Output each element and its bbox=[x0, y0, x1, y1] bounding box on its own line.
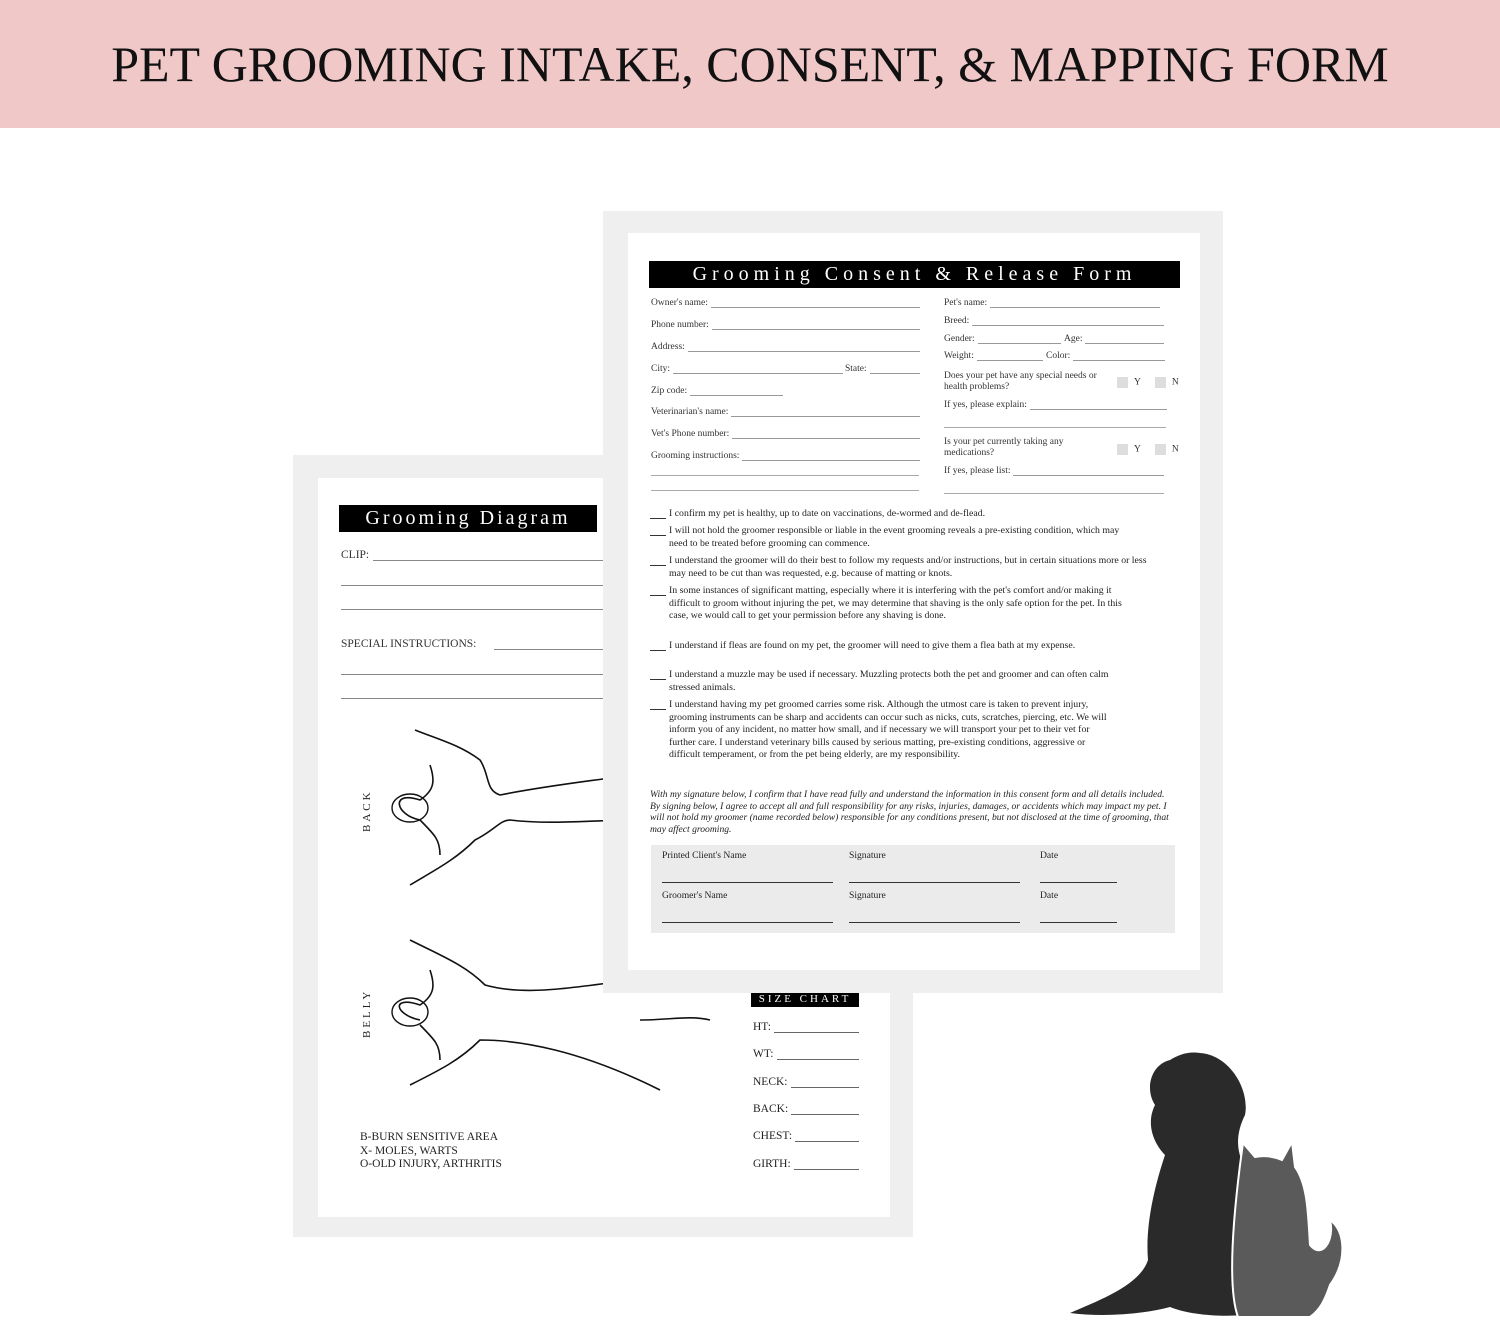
special-needs-yn bbox=[1117, 377, 1179, 388]
field-state[interactable] bbox=[845, 364, 920, 374]
size-row bbox=[753, 1130, 859, 1142]
clause-text: I confirm my pet is healthy, up to date on vaccinations, de-wormed and de-flead. bbox=[669, 508, 986, 519]
size-label: WT: bbox=[753, 1048, 774, 1060]
field-label: If yes, please explain: bbox=[944, 400, 1027, 410]
initial-blank[interactable] bbox=[650, 535, 666, 536]
field-weight[interactable] bbox=[944, 351, 1043, 361]
size-row bbox=[753, 1103, 859, 1115]
clause-text: I will not hold the groomer responsible or liable in the event grooming reveals a pre-existing condition, which may need to be treated before grooming can commence. bbox=[669, 525, 1120, 549]
field-line bbox=[673, 366, 843, 374]
initial-blank[interactable] bbox=[650, 679, 666, 680]
consent-clause bbox=[650, 508, 1150, 521]
legend-item: X- MOLES, WARTS bbox=[360, 1144, 458, 1157]
special-needs-no-checkbox[interactable] bbox=[1155, 377, 1166, 388]
field-label: If yes, please list: bbox=[944, 466, 1011, 476]
clause-text: I understand a muzzle may be used if necessary. Muzzling protects both the pet and groomer and can often calm stressed animals. bbox=[669, 669, 1109, 693]
special-needs-question: Does your pet have any special needs or health problems? bbox=[944, 371, 1097, 392]
groomer-name-line[interactable] bbox=[662, 922, 833, 923]
initial-blank[interactable] bbox=[650, 595, 666, 596]
dog-back-diagram bbox=[380, 720, 640, 900]
field-line bbox=[1013, 468, 1164, 476]
size-row bbox=[753, 1021, 859, 1033]
size-line bbox=[774, 1024, 859, 1033]
medications-no-checkbox[interactable] bbox=[1155, 444, 1166, 455]
field-gender[interactable] bbox=[944, 334, 1061, 344]
field-line bbox=[732, 431, 920, 439]
field-label: Color: bbox=[1046, 351, 1071, 361]
field-label: Owner's name: bbox=[651, 298, 708, 308]
consent-clause bbox=[650, 640, 1090, 653]
field-color[interactable] bbox=[1046, 351, 1165, 361]
consent-clause bbox=[650, 555, 1150, 580]
field-line bbox=[978, 336, 1061, 344]
special-needs-yes-checkbox[interactable] bbox=[1117, 377, 1128, 388]
clip-label: CLIP: bbox=[341, 549, 370, 561]
medications-question: Is your pet currently taking any medications? bbox=[944, 437, 1064, 458]
field-label: Gender: bbox=[944, 334, 975, 344]
field-line bbox=[990, 300, 1160, 308]
consent-clause bbox=[650, 585, 1128, 623]
explain-line[interactable] bbox=[944, 427, 1166, 428]
consent-clause bbox=[650, 669, 1115, 694]
field-label: Pet's name: bbox=[944, 298, 988, 308]
field-label: Weight: bbox=[944, 351, 974, 361]
field-label: Address: bbox=[651, 342, 685, 352]
size-label: GIRTH: bbox=[753, 1158, 791, 1170]
field-zip[interactable] bbox=[651, 386, 783, 396]
field-line bbox=[690, 388, 783, 396]
signature-block bbox=[651, 845, 1175, 933]
field-label: Vet's Phone number: bbox=[651, 429, 730, 439]
field-line bbox=[1030, 402, 1167, 410]
field-label: Age: bbox=[1064, 334, 1083, 344]
field-breed[interactable] bbox=[944, 316, 1164, 326]
belly-label: BELLY bbox=[361, 988, 373, 1038]
field-label: City: bbox=[651, 364, 671, 374]
size-line bbox=[795, 1133, 859, 1142]
field-line bbox=[1073, 353, 1165, 361]
size-line bbox=[794, 1161, 859, 1170]
back-label: BACK bbox=[361, 789, 373, 832]
field-phone[interactable] bbox=[651, 320, 920, 330]
field-pet-name[interactable] bbox=[944, 298, 1160, 308]
yes-label: Y bbox=[1134, 377, 1141, 388]
clip-line bbox=[373, 560, 633, 561]
field-vet-name[interactable] bbox=[651, 407, 920, 417]
banner-title: PET GROOMING INTAKE, CONSENT, & MAPPING FORM bbox=[111, 36, 1389, 92]
client-date-line[interactable] bbox=[1040, 882, 1117, 883]
clip-line bbox=[341, 609, 631, 610]
diagram-title: Grooming Diagram bbox=[339, 505, 597, 532]
field-explain[interactable] bbox=[944, 400, 1167, 410]
legend-item: O-OLD INJURY, ARTHRITIS bbox=[360, 1158, 502, 1170]
client-signature-line[interactable] bbox=[849, 882, 1020, 883]
special-line bbox=[341, 674, 631, 675]
size-row bbox=[753, 1158, 859, 1170]
field-line bbox=[688, 344, 920, 352]
field-line bbox=[870, 366, 920, 374]
size-line bbox=[777, 1051, 859, 1060]
size-row bbox=[753, 1048, 859, 1060]
field-line bbox=[977, 353, 1043, 361]
clause-text: I understand if fleas are found on my pet, the groomer will need to give them a flea bath at my expense. bbox=[669, 640, 1076, 651]
field-address[interactable] bbox=[651, 342, 920, 352]
size-line bbox=[791, 1106, 859, 1115]
client-date-label: Date bbox=[1040, 850, 1059, 861]
size-row bbox=[753, 1076, 859, 1088]
groomer-signature-line[interactable] bbox=[849, 922, 1020, 923]
list-line[interactable] bbox=[944, 493, 1164, 494]
initial-blank[interactable] bbox=[650, 518, 666, 519]
groomer-signature-label: Signature bbox=[849, 890, 886, 901]
medications-yes-checkbox[interactable] bbox=[1117, 444, 1128, 455]
clause-text: In some instances of significant matting, especially where it is interfering with the pet's comfort and/or making it difficult to groom without injuring the pet, we may determine that shaving is the only safe option for the pet. In this case, we would call to get your permission before any shaving is done. bbox=[669, 585, 1122, 622]
field-label: Grooming instructions: bbox=[651, 451, 740, 461]
field-line bbox=[1085, 336, 1164, 344]
special-instructions-label: SPECIAL INSTRUCTIONS: bbox=[341, 638, 477, 650]
field-city[interactable] bbox=[651, 364, 843, 374]
field-grooming-instructions[interactable] bbox=[651, 451, 920, 461]
groomer-date-label: Date bbox=[1040, 890, 1059, 901]
field-line bbox=[731, 409, 920, 417]
instructions-line[interactable] bbox=[651, 490, 919, 491]
banner bbox=[0, 0, 1500, 128]
field-label: State: bbox=[845, 364, 867, 374]
no-label: N bbox=[1171, 444, 1179, 455]
no-label: N bbox=[1171, 377, 1179, 388]
field-line bbox=[742, 453, 920, 461]
clause-text: I understand having my pet groomed carries some risk. Although the utmost care is taken to prevent injury, grooming instruments can be sharp and accidents can occur such as nicks, cuts, scratches, piercing, etc. We will inform you of any incident, no matter how small, and if necessary we will transport your pet to their vet for further care. I understand veterinary bills caused by serious matting, pre-existing conditions, aggressive or difficult temperament, or from the pet being elderly, are my responsibility. bbox=[669, 699, 1107, 761]
special-line bbox=[341, 698, 631, 699]
field-line bbox=[712, 322, 920, 330]
initial-blank[interactable] bbox=[650, 709, 666, 710]
groomer-name-label: Groomer's Name bbox=[662, 890, 728, 901]
consent-clause bbox=[650, 525, 1120, 550]
field-owner-name[interactable] bbox=[651, 298, 920, 308]
legend-item: B-BURN SENSITIVE AREA bbox=[360, 1131, 499, 1143]
field-label: Phone number: bbox=[651, 320, 709, 330]
yes-label: Y bbox=[1134, 444, 1141, 455]
client-signature-label: Signature bbox=[849, 850, 886, 861]
size-label: NECK: bbox=[753, 1076, 788, 1088]
size-label: BACK: bbox=[753, 1103, 789, 1115]
field-label: Veterinarian's name: bbox=[651, 407, 729, 417]
consent-clause bbox=[650, 699, 1115, 762]
groomer-date-line[interactable] bbox=[1040, 922, 1117, 923]
client-name-label: Printed Client's Name bbox=[662, 850, 747, 861]
consent-statement: With my signature below, I confirm that I have read fully and understand the information in this consent form and all details included. By signing below, I agree to accept all and full responsibility for any risks, injuries, damages, or accidents which may impact my pet. I will not hold my groomer (name recorded below) responsible for any conditions present, but not disclosed at the time of grooming, that may affect grooming. bbox=[650, 789, 1169, 835]
initial-blank[interactable] bbox=[650, 650, 666, 651]
field-med-list[interactable] bbox=[944, 466, 1164, 476]
instructions-line[interactable] bbox=[651, 475, 919, 476]
field-age[interactable] bbox=[1064, 334, 1164, 344]
dog-and-cat-silhouette-icon bbox=[1060, 1045, 1350, 1326]
size-label: CHEST: bbox=[753, 1130, 793, 1142]
medications-yn bbox=[1117, 444, 1179, 455]
field-label: Zip code: bbox=[651, 386, 688, 396]
field-line bbox=[972, 318, 1164, 326]
clip-line bbox=[341, 585, 631, 586]
field-label: Breed: bbox=[944, 316, 970, 326]
size-chart-title: SIZE CHART bbox=[751, 991, 859, 1007]
field-line bbox=[711, 300, 920, 308]
consent-title: Grooming Consent & Release Form bbox=[649, 261, 1180, 288]
client-name-line[interactable] bbox=[662, 882, 833, 883]
field-vet-phone[interactable] bbox=[651, 429, 920, 439]
size-label: HT: bbox=[753, 1021, 771, 1033]
initial-blank[interactable] bbox=[650, 565, 666, 566]
size-line bbox=[791, 1079, 860, 1088]
clause-text: I understand the groomer will do their best to follow my requests and/or instructions, but in certain situations more or less may need to be cut than was requested, e.g. because of matting or knots. bbox=[669, 555, 1147, 579]
diagram-legend bbox=[360, 1131, 502, 1172]
